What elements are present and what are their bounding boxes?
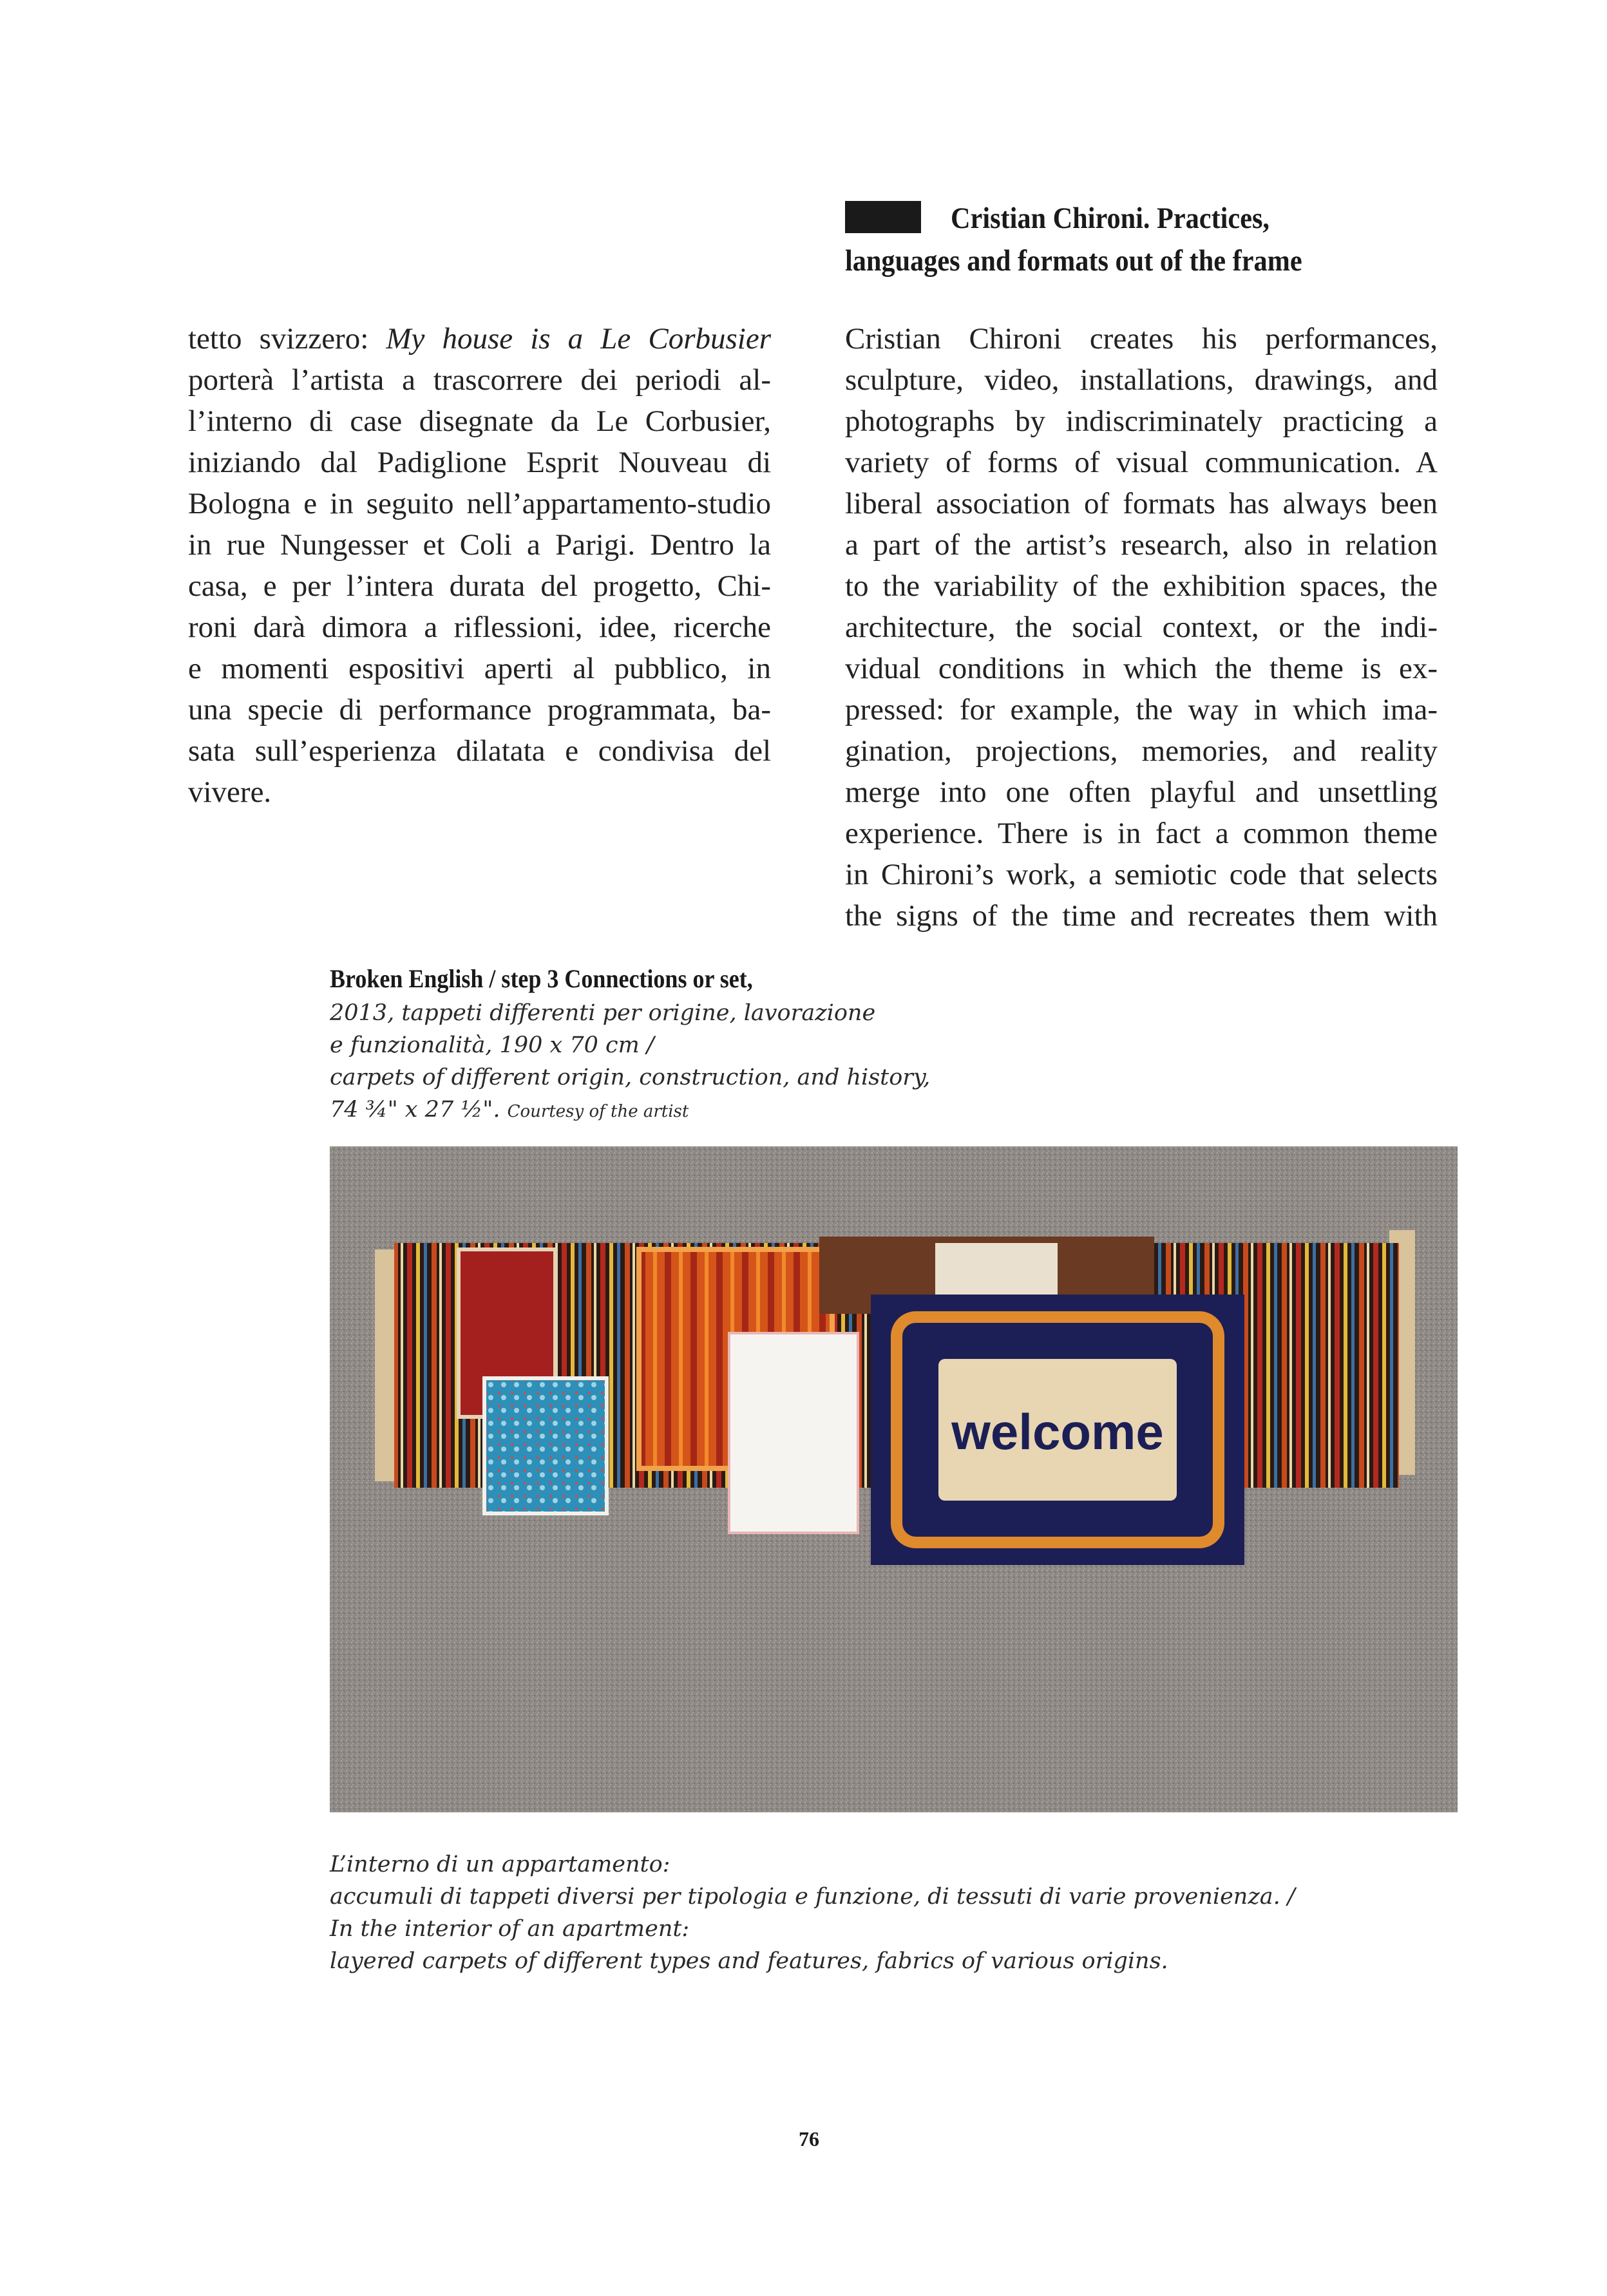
artwork-caption <box>330 997 930 1128</box>
text-line: vivere. <box>188 775 272 809</box>
left-text-column <box>188 318 771 813</box>
text-line: e momenti espositivi aperti al pubblico, in <box>188 652 771 685</box>
text-line: Cristian Chironi creates his performances, <box>845 322 1438 356</box>
text-line: architecture, the social context, or the indi- <box>845 611 1438 644</box>
text-line: in Chironi’s work, a semiotic code that selects <box>845 858 1438 891</box>
text-line: vidual conditions in which the theme is ex- <box>845 652 1438 685</box>
right-text-column <box>845 318 1438 936</box>
text-line: photographs by indiscriminately practicing a <box>845 404 1438 438</box>
white-fabric <box>729 1333 858 1533</box>
caption-line: 2013, tappeti differenti per origine, lavorazione <box>330 1000 876 1026</box>
text-line: porterà l’artista a trascorrere dei periodi al- <box>188 363 771 397</box>
caption-line: 74 ¾" x 27 ½". Courtesy of the artist <box>330 1097 689 1123</box>
text-line: in rue Nungesser et Coli a Parigi. Dentro la <box>188 528 771 562</box>
text-line: pressed: for example, the way in which ima- <box>845 693 1438 726</box>
text-line: Bologna e in seguito nell’appartamento-studio <box>188 487 771 520</box>
section-heading-line-1: Cristian Chironi. Practices, <box>951 202 1270 235</box>
text-line: merge into one often playful and unsettling <box>845 775 1438 809</box>
courtesy-note: Courtesy of the artist <box>507 1102 689 1121</box>
page-number: 76 <box>799 2127 819 2150</box>
section-heading-line-2: languages and formats out of the frame <box>845 244 1302 278</box>
text-line: tetto svizzero: My house is a Le Corbusier <box>188 322 771 356</box>
text-line: sculpture, video, installations, drawings, and <box>845 363 1438 397</box>
text-line: variety of forms of visual communication. A <box>845 446 1438 479</box>
text-line: a part of the artist’s research, also in relation <box>845 528 1438 562</box>
photo-caption <box>330 1848 1295 1977</box>
zebra-rug <box>935 1243 1058 1301</box>
text-line: una specie di performance programmata, ba- <box>188 693 771 726</box>
caption-line: layered carpets of different types and features, fabrics of various origins. <box>330 1948 1168 1974</box>
italic-title: My house is a Le Corbusier <box>386 322 771 356</box>
text-line: casa, e per l’intera durata del progetto, Chi- <box>188 569 771 603</box>
text-line: to the variability of the exhibition spaces, the <box>845 569 1438 603</box>
artwork-title: Broken English / step 3 Connections or set, <box>330 964 753 993</box>
text-line: sata sull’esperienza dilatata e condivisa del <box>188 734 771 768</box>
artwork-photo <box>330 1146 1458 1812</box>
carpets-illustration <box>330 1146 1458 1812</box>
text-line: roni darà dimora a riflessioni, idee, ricerche <box>188 611 771 644</box>
text-line: gination, projections, memories, and reality <box>845 734 1438 768</box>
blue-rug <box>484 1378 607 1513</box>
text-line: l’interno di case disegnate da Le Corbusier, <box>188 404 771 438</box>
text-line: experience. There is in fact a common theme <box>845 817 1438 850</box>
text-line: iniziando dal Padiglione Esprit Nouveau di <box>188 446 771 479</box>
caption-line: L’interno di un appartamento: <box>330 1852 670 1877</box>
caption-line: accumuli di tappeti diversi per tipologia e funzione, di tessuti di varie provenienza. / <box>330 1884 1295 1910</box>
caption-line: e funzionalità, 190 x 70 cm / <box>330 1032 654 1058</box>
heading-marker-bar <box>845 201 921 233</box>
caption-line: In the interior of an apartment: <box>330 1916 690 1942</box>
text-line: liberal association of formats has always been <box>845 487 1438 520</box>
caption-line: carpets of different origin, construction, and history, <box>330 1065 931 1090</box>
doormat-text: welcome <box>951 1403 1164 1460</box>
text-line: the signs of the time and recreates them with <box>845 899 1438 933</box>
